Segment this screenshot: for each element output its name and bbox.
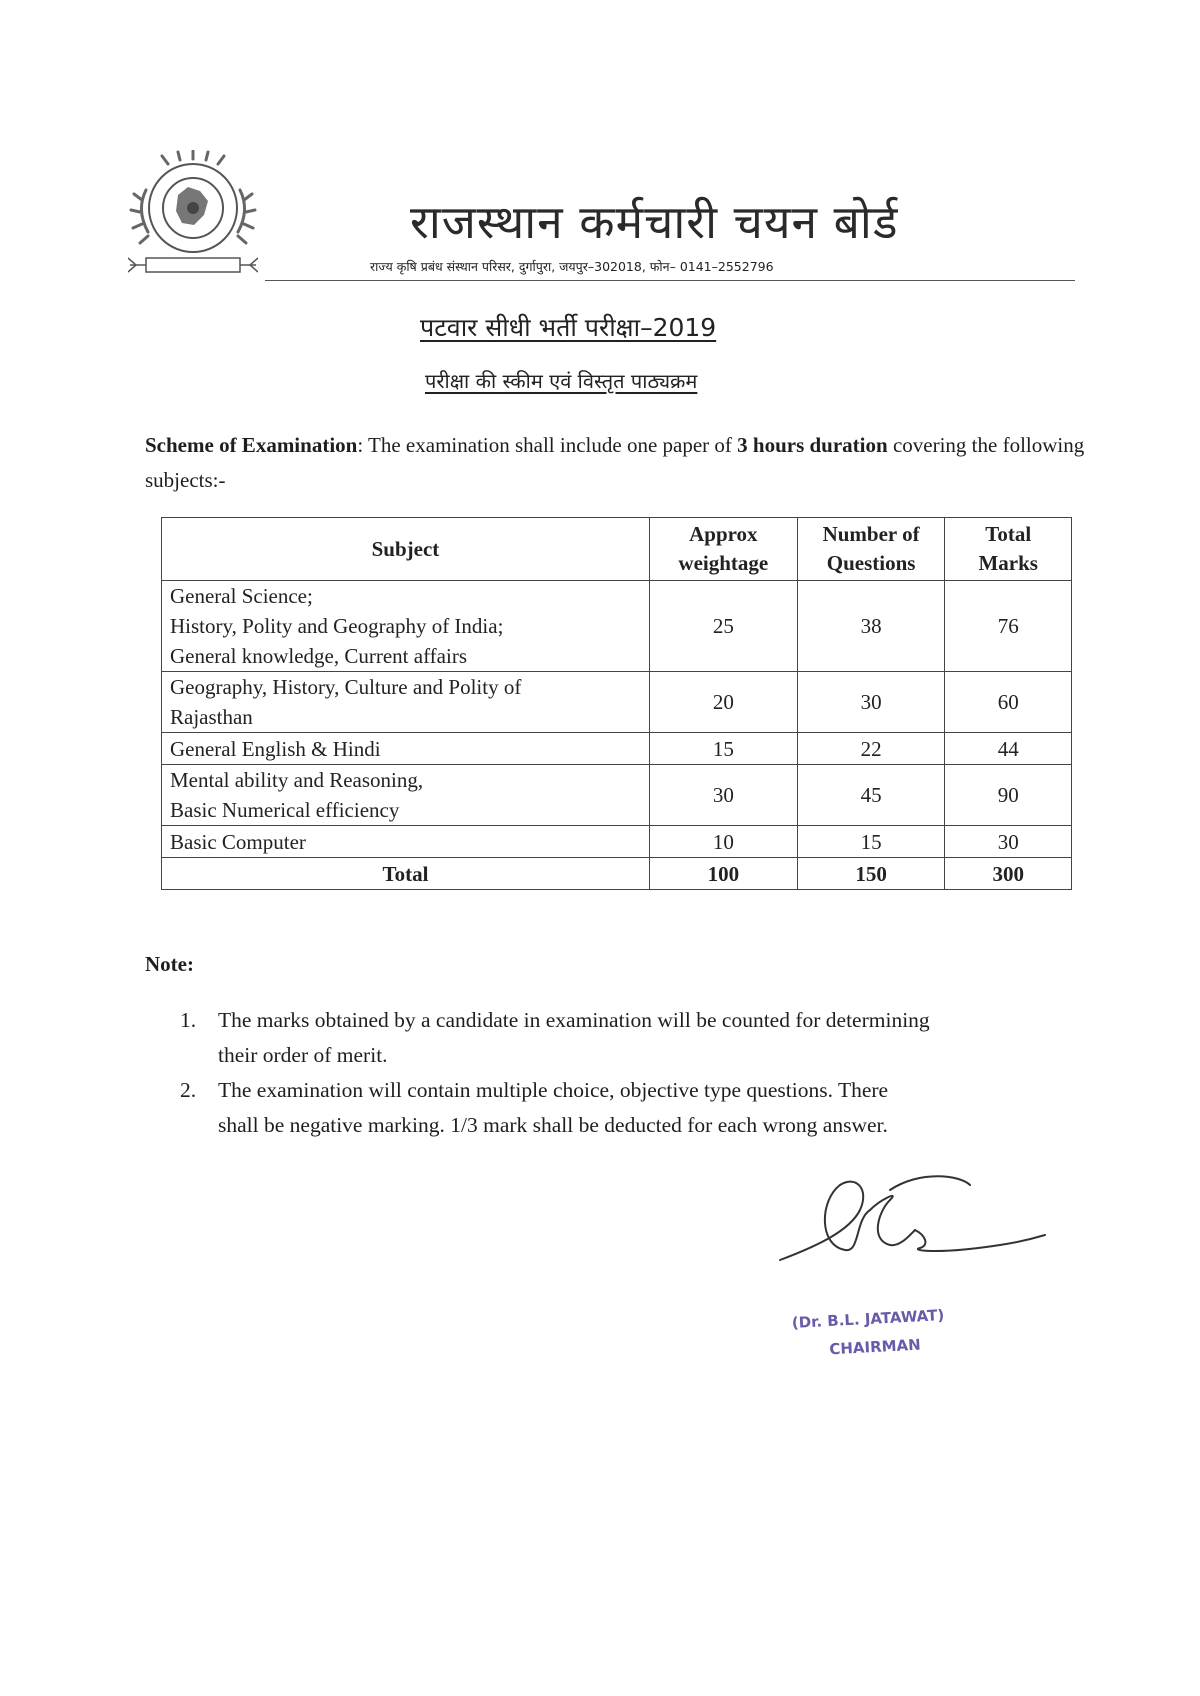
- note-line: shall be negative marking. 1/3 mark shall be deducted for each wrong answer.: [218, 1113, 888, 1137]
- total-marks-cell: 300: [945, 858, 1072, 890]
- subject-cell: [162, 826, 650, 858]
- questions-cell: 30: [797, 672, 945, 733]
- scheme-text-after: covering the following subjects:-: [145, 433, 1085, 492]
- table-row: [162, 733, 1072, 765]
- org-address: राज्य कृषि प्रबंध संस्थान परिसर, दुर्गापुरा, जयपुर–302018, फोन– 0141–2552796: [370, 259, 774, 274]
- table-row: [162, 672, 1072, 733]
- questions-cell: 38: [797, 581, 945, 672]
- header-questions: Number of Questions: [797, 518, 945, 581]
- table-row: [162, 765, 1072, 826]
- total-label-cell: Total: [162, 858, 650, 890]
- weightage-cell: 30: [649, 765, 797, 826]
- table-total-row: [162, 858, 1072, 890]
- note-line: The examination will contain multiple choice, objective type questions. There: [218, 1078, 889, 1102]
- note-heading: Note:: [145, 952, 194, 976]
- signature-icon: [760, 1150, 1050, 1280]
- exam-title: पटवार सीधी भर्ती परीक्षा–2019: [420, 313, 717, 342]
- subject-cell: [162, 765, 650, 826]
- note-item: [180, 1003, 1100, 1073]
- header-weightage: Approx weightage: [649, 518, 797, 581]
- subject-cell: [162, 733, 650, 765]
- weightage-cell: 15: [649, 733, 797, 765]
- subject-line: History, Polity and Geography of India;: [170, 614, 504, 638]
- org-title: राजस्थान कर्मचारी चयन बोर्ड: [410, 195, 899, 249]
- questions-cell: 22: [797, 733, 945, 765]
- signatory-title: CHAIRMAN: [828, 1335, 922, 1359]
- total-weightage-cell: 100: [649, 858, 797, 890]
- note-number: 1.: [180, 1008, 197, 1032]
- subject-cell: [162, 581, 650, 672]
- questions-cell: 15: [797, 826, 945, 858]
- header-subject: Subject: [162, 518, 650, 581]
- scheme-paragraph: [145, 428, 1095, 498]
- signatory-name: (Dr. B.L. JATAWAT): [791, 1306, 945, 1332]
- header-marks: Total Marks: [945, 518, 1072, 581]
- note-number: 2.: [180, 1078, 197, 1102]
- note-line: their order of merit.: [218, 1043, 388, 1067]
- note-line: The marks obtained by a candidate in examination will be counted for determining: [218, 1008, 930, 1032]
- marks-cell: 90: [945, 765, 1072, 826]
- table-row: [162, 826, 1072, 858]
- scheme-table: [161, 517, 1072, 890]
- subject-line: General Science;: [170, 584, 313, 608]
- subject-line: Geography, History, Culture and Polity of: [170, 675, 522, 699]
- weightage-cell: 20: [649, 672, 797, 733]
- scheme-label: Scheme of Examination: [145, 433, 358, 457]
- notes-list: [180, 1003, 1100, 1143]
- scheme-text-before: : The examination shall include one paper of: [357, 433, 738, 457]
- table-row: [162, 581, 1072, 672]
- header-divider: [265, 280, 1075, 281]
- total-questions-cell: 150: [797, 858, 945, 890]
- marks-cell: 60: [945, 672, 1072, 733]
- table-header-row: [162, 518, 1072, 581]
- weightage-cell: 25: [649, 581, 797, 672]
- board-emblem-icon: [128, 150, 258, 285]
- subject-line: Mental ability and Reasoning,: [170, 768, 424, 792]
- subject-line: Rajasthan: [170, 705, 253, 729]
- subject-line: Basic Computer: [170, 829, 306, 854]
- subject-line: General knowledge, Current affairs: [170, 644, 467, 668]
- exam-subtitle: परीक्षा की स्कीम एवं विस्तृत पाठ्यक्रम: [425, 369, 698, 393]
- scheme-duration: 3 hours duration: [737, 433, 888, 457]
- marks-cell: 30: [945, 826, 1072, 858]
- subject-cell: [162, 672, 650, 733]
- marks-cell: 44: [945, 733, 1072, 765]
- subject-line: Basic Numerical efficiency: [170, 798, 400, 822]
- note-item: [180, 1073, 1100, 1143]
- weightage-cell: 10: [649, 826, 797, 858]
- marks-cell: 76: [945, 581, 1072, 672]
- subject-line: General English & Hindi: [170, 736, 381, 761]
- questions-cell: 45: [797, 765, 945, 826]
